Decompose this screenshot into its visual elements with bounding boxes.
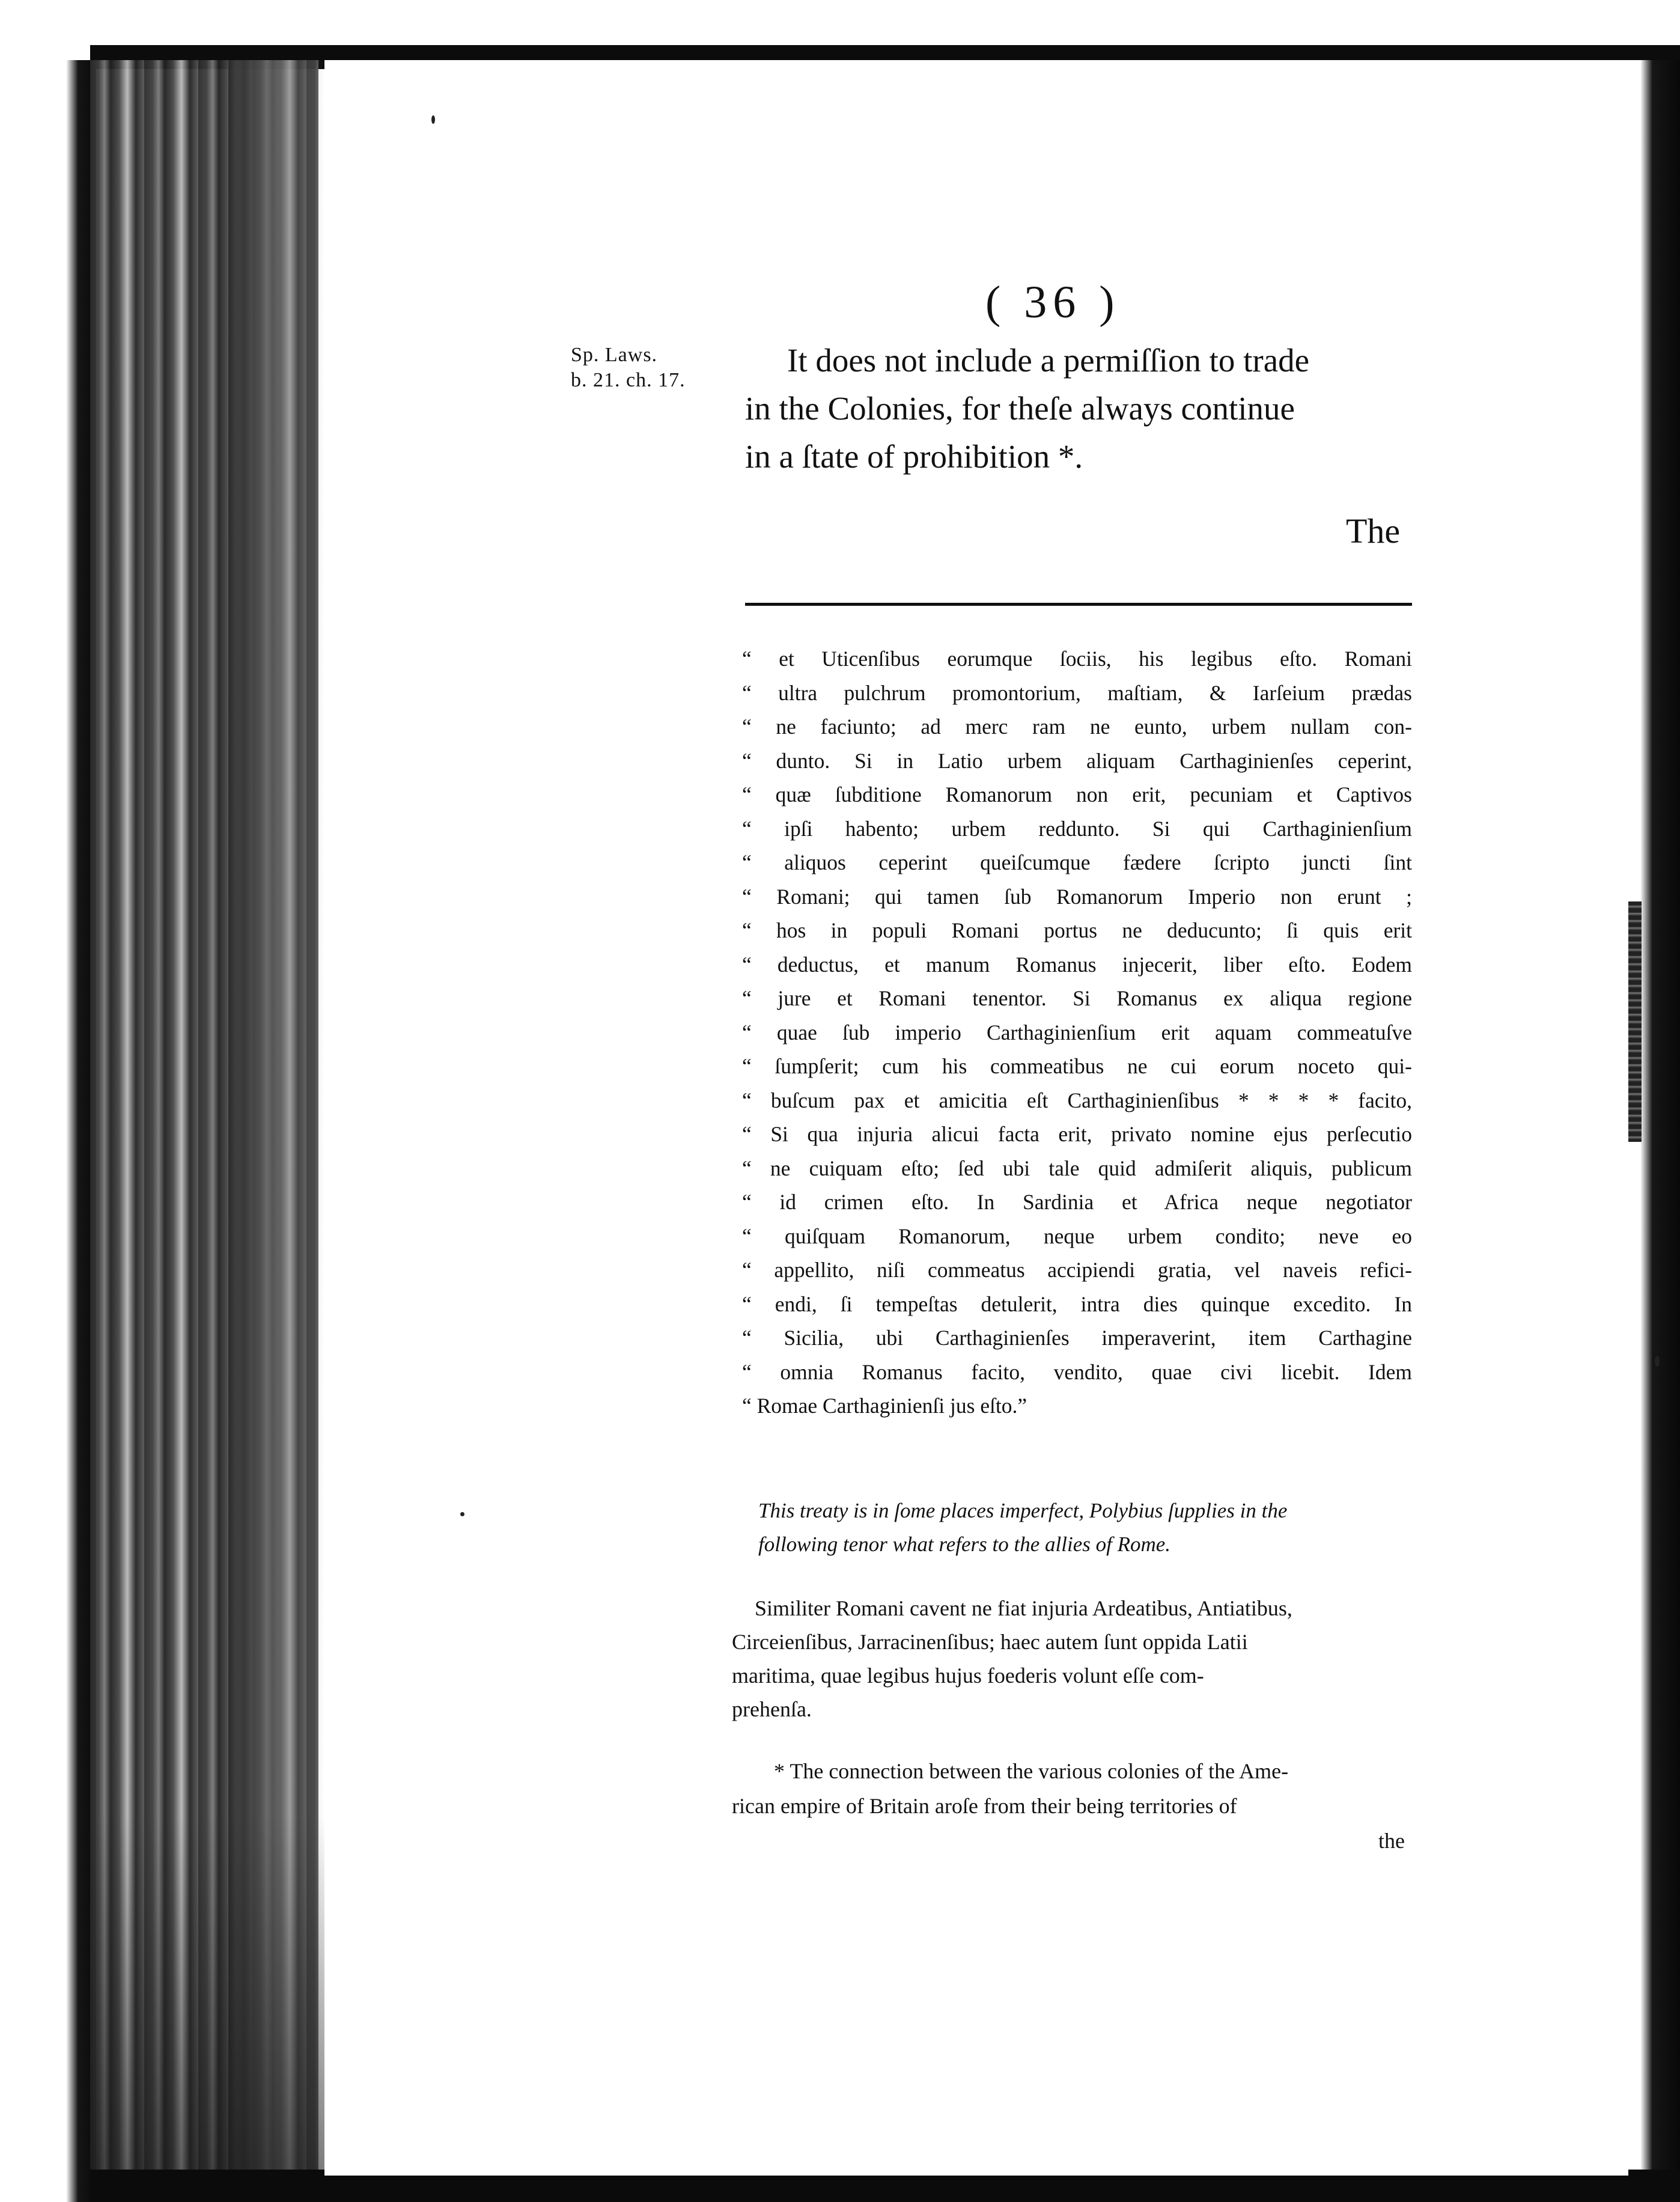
quote-line: “ aliquos ceperint queiſcumque fædere ſcripto juncti ſint (742, 850, 1412, 874)
quote-line: “ ipſi habento; urbem reddunto. Si qui Carthaginienſium (742, 816, 1412, 841)
margin-note (571, 343, 686, 393)
margin-note-line: Sp. Laws. (571, 344, 658, 366)
footnote-rule (745, 603, 1412, 606)
book-left-edge (0, 60, 96, 2202)
main-text-line: It does not include a permiſſion to trade (787, 342, 1310, 379)
scan-speck (1655, 1356, 1660, 1367)
latin-line: Similiter Romani cavent ne fiat injuria Ardeatibus, Antiatibus, (755, 1596, 1292, 1620)
footnote-line: * The connection between the various colonies of the Ame- (774, 1759, 1289, 1783)
main-text-line: in the Colonies, for theſe always continue (745, 390, 1295, 427)
italic-note (758, 1494, 1401, 1561)
scan-speck (431, 115, 435, 124)
quote-line: “ omnia Romanus facito, vendito, quae civi licebit. Idem (742, 1359, 1412, 1384)
quote-line: “ endi, ſi tempeſtas detulerit, intra dies quinque excedito. In (742, 1292, 1412, 1316)
footnote-catchword: the (1378, 1829, 1405, 1853)
gutter-shadow-bottom (90, 1815, 342, 2202)
quote-line: “ hos in populi Romani portus ne deducunto; ſi quis erit (742, 918, 1412, 942)
quote-line: “ ne cuiquam eſto; ſed ubi tale quid admiſerit aliquis, publicum (742, 1156, 1412, 1180)
quote-line: “ Romae Carthaginienſi jus eſto.” (742, 1394, 1027, 1418)
italic-note-line: following tenor what refers to the allies of Rome. (758, 1533, 1171, 1556)
quote-line: “ deductus, et manum Romanus injecerit, liber eſto. Eodem (742, 952, 1412, 977)
quote-line: “ buſcum pax et amicitia eſt Carthaginienſibus * * * * facito, (742, 1088, 1412, 1112)
quote-line: “ appellito, niſi commeatus accipiendi gratia, vel naveis refici- (742, 1258, 1412, 1282)
quote-line: “ quiſquam Romanorum, neque urbem condito; neve eo (742, 1224, 1412, 1248)
quote-line: “ Si qua injuria alicui facta erit, privato nomine ejus perſecutio (742, 1122, 1412, 1146)
quote-line: “ ne faciunto; ad merc ram ne eunto, urbem nullam con- (742, 715, 1412, 739)
quote-line: “ jure et Romani tenentor. Si Romanus ex aliqua regione (742, 986, 1412, 1010)
latin-line: Circeienſibus, Jarracinenſibus; haec autem ſunt oppida Latii (732, 1630, 1248, 1654)
catchword: The (1346, 511, 1401, 550)
footnote-line: rican empire of Britain aroſe from their being territories of (732, 1794, 1237, 1818)
quote-line: “ quæ ſubditione Romanorum non erit, pecuniam et Captivos (742, 782, 1412, 807)
quote-line: “ ultra pulchrum promontorium, maſtiam, & Iarſeium prædas (742, 680, 1412, 705)
page-stack-edge (1628, 901, 1642, 1142)
scan-speck (460, 1512, 464, 1516)
treaty-quotation (742, 642, 1412, 1423)
italic-note-line: This treaty is in ſome places imperfect, Polybius ſupplies in the (758, 1499, 1288, 1522)
latin-paragraph (732, 1591, 1405, 1726)
quote-line: “ dunto. Si in Latio urbem aliquam Carthaginienſes ceperint, (742, 748, 1412, 773)
latin-line: prehenſa. (732, 1697, 812, 1721)
quote-line: “ ſumpſerit; cum his commeatibus ne cui eorum noceto qui- (742, 1054, 1412, 1078)
page-number: ( 36 ) (985, 277, 1121, 328)
quote-line: “ et Uticenſibus eorumque ſociis, his legibus eſto. Romani (742, 647, 1412, 671)
latin-line: maritima, quae legibus hujus foederis volunt eſſe com- (732, 1664, 1204, 1688)
quote-line: “ id crimen eſto. In Sardinia et Africa neque negotiator (742, 1190, 1412, 1214)
quote-line: “ quae ſub imperio Carthaginienſium erit aquam commeatuſve (742, 1020, 1412, 1045)
main-text-line: in a ſtate of prohibition *. (745, 438, 1083, 475)
main-paragraph (745, 337, 1406, 481)
quote-line: “ Sicilia, ubi Carthaginienſes imperaverint, item Carthagine (742, 1326, 1412, 1350)
quote-line: “ Romani; qui tamen ſub Romanorum Imperio non erunt ; (742, 884, 1412, 909)
footnote (732, 1754, 1405, 1858)
margin-note-line: b. 21. ch. 17. (571, 369, 686, 391)
